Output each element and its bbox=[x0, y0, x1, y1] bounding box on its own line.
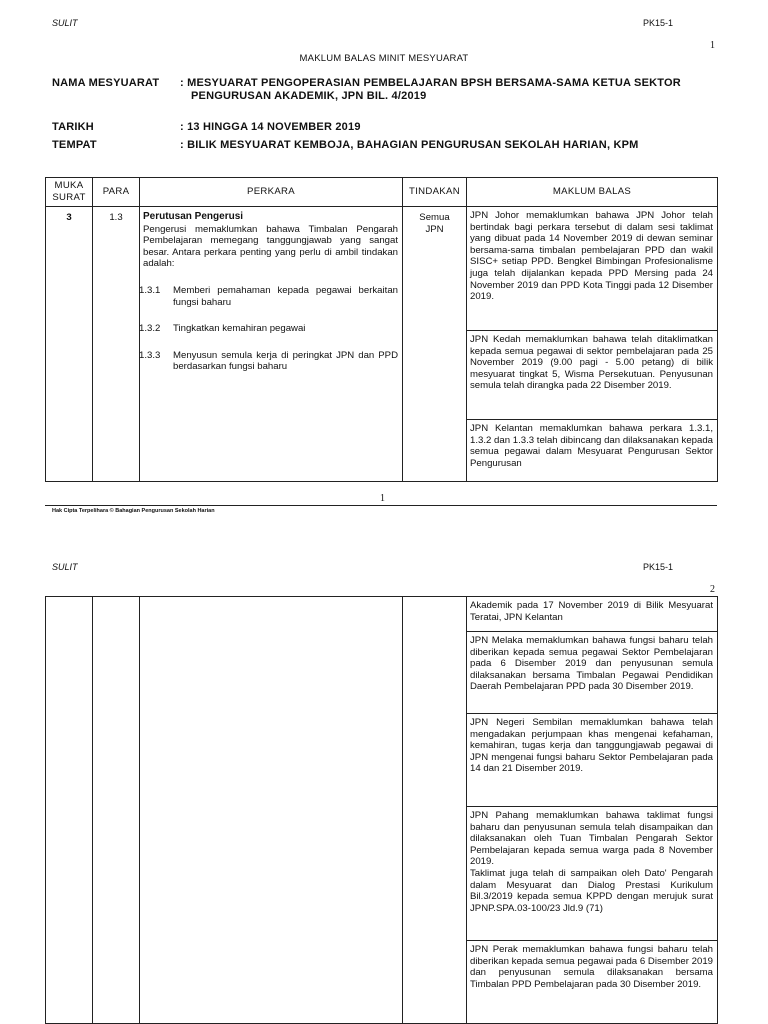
feedback-entry: JPN Melaka memaklumkan bahawa fungsi baharu telah diberikan kepada semua pegawai Sektor Pembelajaran pada 6 Disember 2019 dan penyusunan semula dilaksanakan bersama Timbalan Pegawai Pendidikan Daerah Pembelajaran PPD pada 30 Disember 2019. bbox=[467, 632, 717, 714]
perkara-item-number: 1.3.3 bbox=[139, 349, 161, 361]
tindakan-line2: JPN bbox=[425, 223, 444, 235]
feedback-entry bbox=[467, 807, 717, 941]
feedback-entry: JPN Negeri Sembilan memaklumkan bahawa telah mengadakan perjumpaan khas mengenai kefahaman, kemahiran, tugas kerja dan tanggungjawab pegawai di JPN mengenai fungsi baharu Sektor Pembelajaran pada 14 dan 21 Disember 2019. bbox=[467, 714, 717, 807]
header-muka-surat bbox=[46, 178, 93, 207]
classification-label: SULIT bbox=[52, 18, 78, 28]
meeting-name-line1: : MESYUARAT PENGOPERASIAN PEMBELAJARAN BPSH BERSAMA-SAMA KETUA SEKTOR bbox=[180, 77, 681, 89]
feedback-entry: JPN Johor memaklumkan bahawa JPN Johor telah bertindak bagi perkara tersebut di dalam sesi taklimat yang dibuat pada 14 November 2019 di dewan seminar bersama-sama timbalan pembelajaran PPD dan wakil SISC+ setiap PPD. Bengkel Bimbingan Profesionalisme juga telah dijalankan kepada PPD Mersing pada 24 November 2019 dan PPD Kota Tinggi pada 12 Disember 2019. bbox=[467, 207, 717, 331]
cell-maklum-balas bbox=[467, 207, 718, 482]
header-para: PARA bbox=[93, 178, 140, 207]
copyright-notice: Hak Cipta Terpelihara © Bahagian Pengurusan Sekolah Harian bbox=[52, 508, 215, 514]
tindakan-line1: Semua bbox=[419, 212, 450, 223]
table-row bbox=[46, 207, 718, 482]
meeting-name-value bbox=[180, 77, 700, 103]
date-label: TARIKH bbox=[52, 121, 94, 133]
cell-perkara bbox=[140, 597, 403, 1024]
feedback-entry: Akademik pada 17 November 2019 di Bilik Mesyuarat Teratai, JPN Kelantan bbox=[467, 597, 717, 632]
perkara-item-number: 1.3.2 bbox=[139, 323, 161, 335]
document-code: PK15-1 bbox=[643, 18, 674, 28]
minutes-table-continued bbox=[45, 596, 718, 1024]
cell-para bbox=[93, 597, 140, 1024]
feedback-entry-part2: Taklimat juga telah di sampaikan oleh Dato' Pengarah dalam Mesyuarat dan Dialog Prestasi Kurikulum Bil.3/2019 kepada semua KPPD dengan merujuk surat JPNP.SPA.03-100/23 Jld.9 (71) bbox=[470, 867, 713, 914]
header-muka-label: MUKA bbox=[54, 180, 84, 192]
meeting-name-label: NAMA MESYUARAT bbox=[52, 77, 160, 89]
page-number-top: 2 bbox=[710, 584, 715, 595]
venue-label: TEMPAT bbox=[52, 139, 97, 151]
header-surat-label: SURAT bbox=[52, 192, 86, 203]
feedback-entry: JPN Kelantan memaklumkan bahawa perkara 1.3.1, 1.3.2 dan 1.3.3 telah dibincang dan dilaksanakan kepada semua pegawai dalam Mesyuarat Pengurusan Sektor Pengurusan bbox=[470, 423, 713, 469]
document-title: MAKLUM BALAS MINIT MESYUARAT bbox=[299, 53, 469, 64]
perkara-item-text: Memberi pemahaman kepada pegawai berkaitan fungsi baharu bbox=[173, 284, 398, 308]
cell-tindakan bbox=[403, 207, 467, 482]
table-header-row bbox=[46, 178, 718, 207]
feedback-entry: JPN Kedah memaklumkan bahawa telah ditaklimatkan kepada semua pegawai di sektor pembelajaran pada 25 November 2019 (9.00 pagi - 5.00 petang) di bilik mesyuarat tingkat 5, Wisma Persekutuan. Penyusunan semula telah dirangka pada 22 Disember 2019. bbox=[467, 331, 717, 420]
cell-muka-surat: 3 bbox=[46, 207, 93, 482]
perkara-item-number: 1.3.1 bbox=[139, 284, 161, 296]
perkara-item bbox=[139, 323, 398, 335]
cell-maklum-balas bbox=[467, 597, 718, 1024]
page-number-top: 1 bbox=[710, 40, 715, 51]
footer-divider bbox=[45, 505, 717, 506]
cell-para: 1.3 bbox=[93, 207, 140, 482]
perkara-intro: Pengerusi memaklumkan bahawa Timbalan Pengarah Pembelajaran memegang tanggungjawab yang sangat besar. Antara perkara penting yang perlu di ambil tindakan adalah: bbox=[143, 223, 398, 270]
feedback-entry-part1: JPN Pahang memaklumkan bahawa taklimat fungsi baharu dan penyusunan semula telah disampaikan dan dilaksanakan oleh Tuan Timbalan Pengarah Sektor Pembelajaran kepada semua warga pada 8 November 2019. bbox=[470, 810, 713, 868]
page-number-footer: 1 bbox=[380, 493, 385, 504]
header-maklum-balas: MAKLUM BALAS bbox=[467, 178, 718, 207]
minutes-table bbox=[45, 177, 718, 482]
perkara-item bbox=[139, 349, 398, 373]
document-code: PK15-1 bbox=[643, 562, 674, 572]
date-value: : 13 HINGGA 14 NOVEMBER 2019 bbox=[180, 121, 361, 133]
perkara-item bbox=[139, 284, 398, 308]
table-row bbox=[46, 597, 718, 1024]
meeting-name-line2: PENGURUSAN AKADEMIK, JPN BIL. 4/2019 bbox=[191, 90, 427, 102]
cell-muka-surat bbox=[46, 597, 93, 1024]
header-tindakan: TINDAKAN bbox=[403, 178, 467, 207]
classification-label: SULIT bbox=[52, 562, 78, 572]
header-perkara: PERKARA bbox=[140, 178, 403, 207]
cell-tindakan bbox=[403, 597, 467, 1024]
perkara-item-text: Tingkatkan kemahiran pegawai bbox=[173, 323, 306, 335]
document-page-2 bbox=[0, 548, 768, 1024]
feedback-entry: JPN Perak memaklumkan bahawa fungsi baharu telah diberikan kepada semua pegawai pada 6 Disember 2019 dan penyusunan semula dilaksanakan bersama Timbalan PPD Pembelajaran pada 30 Disember 2019. bbox=[470, 944, 713, 990]
venue-value: : BILIK MESYUARAT KEMBOJA, BAHAGIAN PENGURUSAN SEKOLAH HARIAN, KPM bbox=[180, 139, 639, 151]
perkara-heading: Perutusan Pengerusi bbox=[143, 211, 244, 222]
cell-perkara bbox=[140, 207, 403, 482]
perkara-item-text: Menyusun semula kerja di peringkat JPN dan PPD berdasarkan fungsi baharu bbox=[173, 349, 398, 373]
